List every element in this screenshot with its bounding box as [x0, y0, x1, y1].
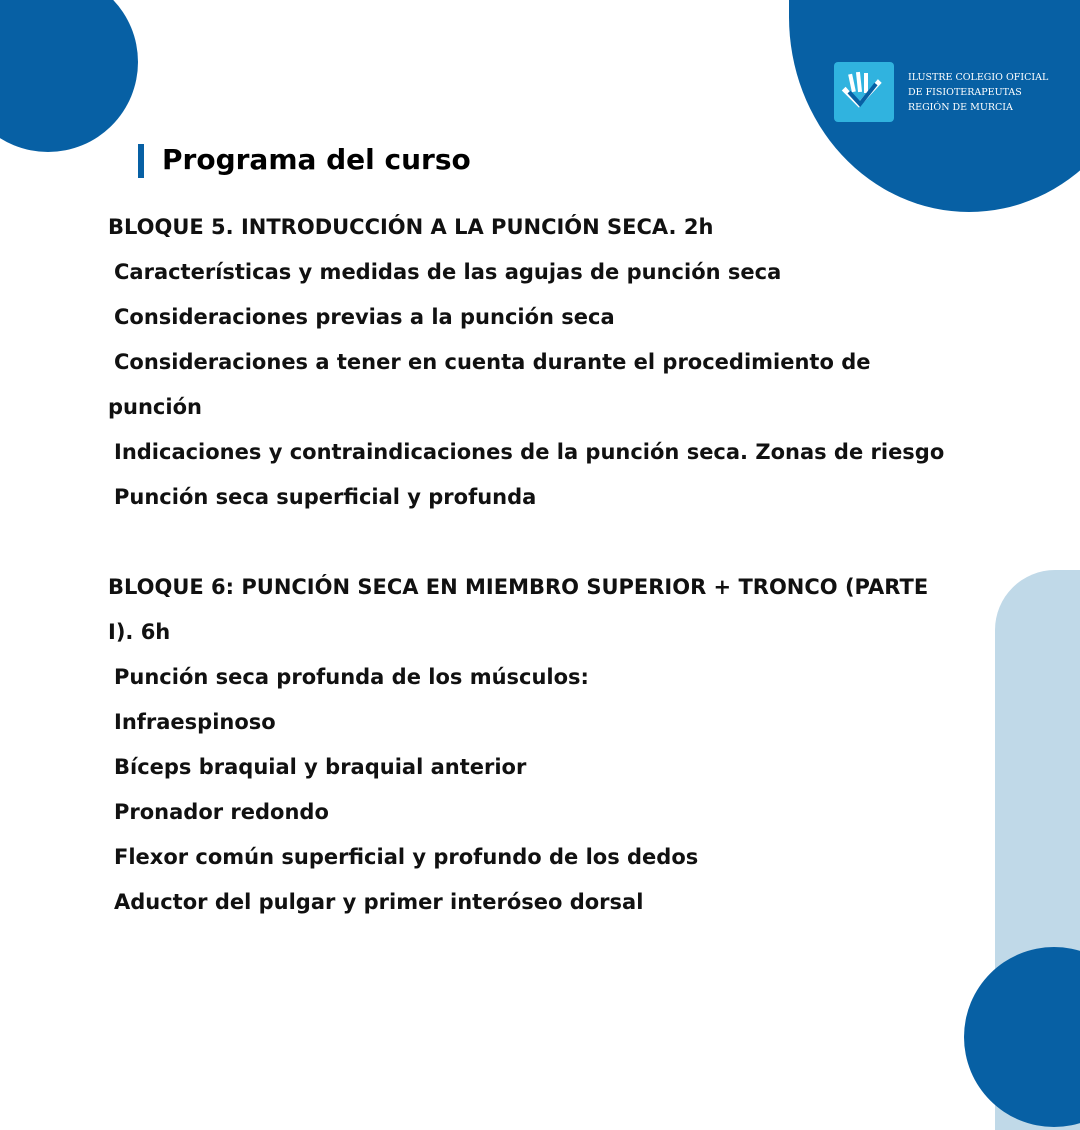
list-item: Aductor del pulgar y primer interóseo dorsal	[114, 890, 644, 914]
hand-icon	[834, 62, 894, 122]
block-heading: BLOQUE 5. INTRODUCCIÓN A LA PUNCIÓN SECA. 2h	[108, 215, 714, 239]
decor-circle-bottom-right	[964, 947, 1080, 1127]
list-item	[108, 340, 948, 430]
list-item: Punción seca profunda de los músculos:	[114, 665, 589, 689]
list-item: Consideraciones previas a la punción seca	[114, 305, 615, 329]
page-title: Programa del curso	[162, 143, 471, 176]
list-item: Punción seca superficial y profunda	[114, 485, 537, 509]
decor-circle-top-left	[0, 0, 138, 152]
list-item: Bíceps braquial y braquial anterior	[114, 755, 527, 779]
logo-text-line3: REGIÓN DE MURCIA	[908, 101, 1013, 113]
list-item: Características y medidas de las agujas de punción seca	[114, 260, 782, 284]
block-heading: BLOQUE 6: PUNCIÓN SECA EN MIEMBRO SUPERIOR + TRONCO (PARTE I). 6h	[108, 575, 929, 644]
list-item: Pronador redondo	[114, 800, 329, 824]
list-item-text: Consideraciones a tener en cuenta durante el procedimiento de punción	[108, 350, 871, 419]
course-program	[108, 205, 948, 925]
hand-logo-graphic	[840, 68, 888, 116]
list-item: Indicaciones y contraindicaciones de la punción seca. Zonas de riesgo	[114, 440, 945, 464]
block-6	[108, 565, 948, 925]
logo-text-line2: DE FISIOTERAPEUTAS	[908, 86, 1022, 98]
logo-text-line1: ILUSTRE COLEGIO OFICIAL	[908, 71, 1049, 83]
college-logo	[834, 62, 1048, 122]
title-accent-bar	[138, 144, 144, 178]
list-item: Flexor común superficial y profundo de los dedos	[114, 845, 699, 869]
list-item: Infraespinoso	[114, 710, 276, 734]
block-5	[108, 205, 948, 520]
